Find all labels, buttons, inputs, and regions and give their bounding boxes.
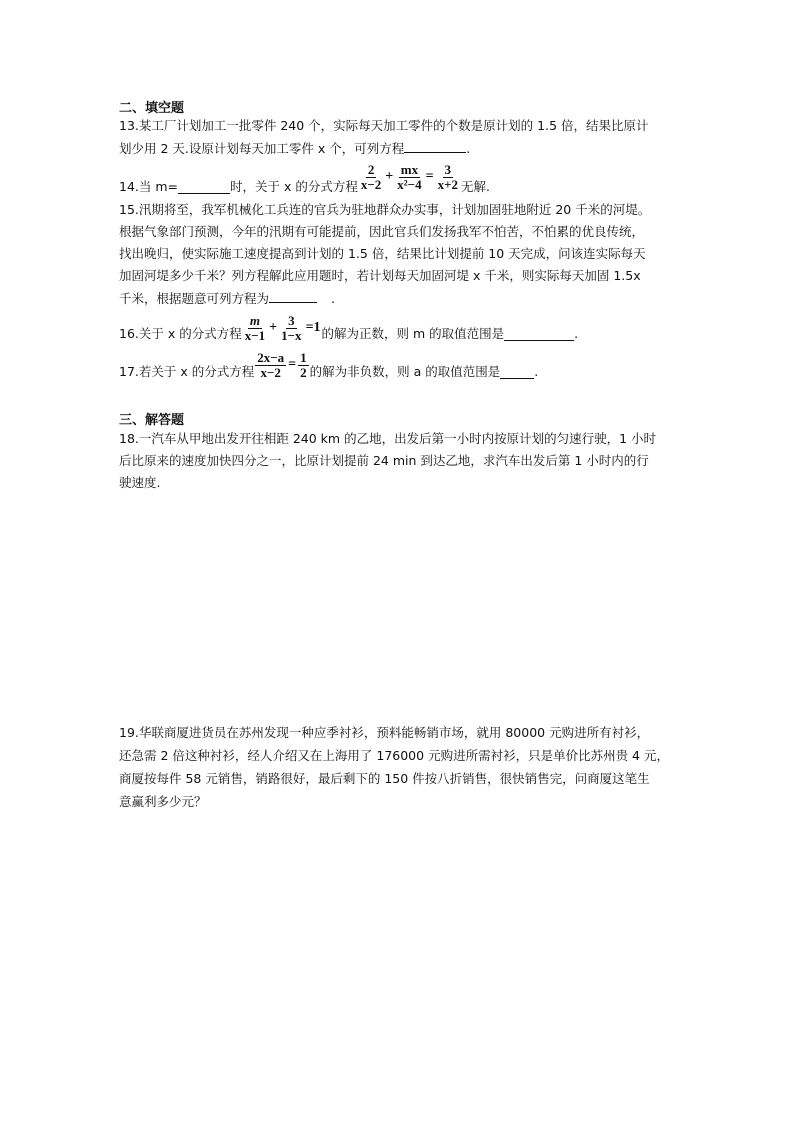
q16-plus: + <box>269 320 278 335</box>
q14-f3-denominator: x+2 <box>437 176 458 192</box>
q14-answer-blank[interactable] <box>178 181 230 194</box>
q14-fraction-3 <box>436 163 460 192</box>
q15-line-5 <box>119 290 335 307</box>
q18-line-3: 驶速度. <box>119 475 161 490</box>
q14-f2-denominator: x²−4 <box>397 176 422 192</box>
q18-line-1: 18.一汽车从甲地出发开往相距 240 km 的乙地，出发后第一小时内按原计划的匀速行驶，1 小时 <box>119 431 657 446</box>
q16-rhs: =1 <box>305 320 321 335</box>
q14-prefix: 14.当 m= <box>119 179 179 194</box>
q17-f1-denominator: x−2 <box>260 364 281 380</box>
q17-end: . <box>534 364 539 379</box>
q15-line-2: 根据气象部门预测，今年的汛期有可能提前，因此官兵们发扬我军不怕苦，不怕累的优良传统， <box>119 224 645 239</box>
q16-equation <box>242 314 322 343</box>
q14-line <box>119 160 490 194</box>
q14-f2-numerator: mx <box>400 161 419 177</box>
q16-f1-denominator: x−1 <box>244 327 266 343</box>
q16-f2-numerator: 3 <box>288 312 295 328</box>
q14-middle: 时，关于 x 的分式方程 <box>230 179 358 194</box>
q17-line <box>119 348 538 382</box>
q14-fraction-1 <box>359 163 383 192</box>
q16-answer-blank[interactable] <box>504 328 574 341</box>
q19-line-1: 19.华联商厦进货员在苏州发现一种应季衬衫，预料能畅销市场，就用 80000 元购进所有衬衫， <box>119 725 650 740</box>
q15-line-5-text: 千米，根据题意可列方程为 <box>119 291 270 306</box>
q17-equation <box>254 351 309 380</box>
q19-line-2: 还急需 2 倍这种衬衫，经人介绍又在上海用了 176000 元购进所需衬衫，只是单价比苏州贵 4 元， <box>119 748 669 763</box>
q16-prefix: 16.关于 x 的分式方程 <box>119 326 242 341</box>
q17-equals: = <box>288 357 297 372</box>
q15-line-4: 加固河堤多少千米？列方程解此应用题时，若计划每天加固河堤 x 千米，则实际每天加固 1.5x <box>119 268 641 283</box>
q15-line-1: 15.汛期将至，我军机械化工兵连的官兵为驻地群众办实事，计划加固驻地附近 20 千米的河堤。 <box>119 202 651 217</box>
q16-fraction-2 <box>279 314 303 343</box>
q13-line-2-end: . <box>466 141 471 156</box>
section-heading-fill-blank: 二、填空题 <box>119 101 185 116</box>
q17-fraction-1 <box>255 351 286 380</box>
q15-line-3: 找出晚归，使实际施工速度提高到计划的 1.5 倍，结果比计划提前 10 天完成，问该连实际每天 <box>119 246 646 261</box>
section-heading-answer: 三、解答题 <box>119 413 185 428</box>
q14-equals: = <box>425 169 434 184</box>
q14-suffix: 无解. <box>461 179 490 194</box>
q19-line-3: 商厦按每件 58 元销售，销路很好，最后剩下的 150 件按八折销售，很快销售完，问商厦这笔生 <box>119 771 650 786</box>
q16-fraction-1 <box>243 314 267 343</box>
q13-line-2-text: 划少用 2 天.设原计划每天加工零件 x 个，可列方程 <box>119 141 405 156</box>
q17-answer-blank[interactable] <box>500 366 534 379</box>
q15-answer-blank[interactable] <box>269 290 317 303</box>
q17-f2-denominator: 2 <box>300 364 307 380</box>
q17-f1-numerator: 2x−a <box>257 349 285 365</box>
q17-fraction-2 <box>298 351 309 380</box>
q13-line-1: 13.某工厂计划加工一批零件 240 个，实际每天加工零件的个数是原计划的 1.5 倍，结果比原计 <box>119 118 649 133</box>
q14-equation <box>358 163 461 192</box>
q13-line-2 <box>119 140 470 157</box>
q14-f1-numerator: 2 <box>367 161 375 177</box>
q16-f1-numerator: m <box>249 312 260 328</box>
q17-f2-numerator: 1 <box>300 349 307 365</box>
q15-line-5-end: . <box>331 291 335 306</box>
q17-suffix: 的解为非负数，则 a 的取值范围是 <box>309 364 501 379</box>
q13-answer-blank[interactable] <box>404 140 466 153</box>
q14-fraction-2 <box>395 163 423 192</box>
q16-suffix: 的解为正数，则 m 的取值范围是 <box>321 326 505 341</box>
q17-prefix: 17.若关于 x 的分式方程 <box>119 364 255 379</box>
q18-line-2: 后比原来的速度加快四分之一，比原计划提前 24 min 到达乙地，求汽车出发后第 1 小时内的行 <box>119 453 649 468</box>
q14-f3-numerator: 3 <box>444 161 452 177</box>
q19-line-4: 意赢利多少元？ <box>119 794 207 809</box>
q14-f1-denominator: x−2 <box>360 176 382 192</box>
q14-plus: + <box>385 169 394 184</box>
q16-f2-denominator: 1−x <box>281 327 302 343</box>
q16-line <box>119 310 578 346</box>
q16-end: . <box>574 326 579 341</box>
